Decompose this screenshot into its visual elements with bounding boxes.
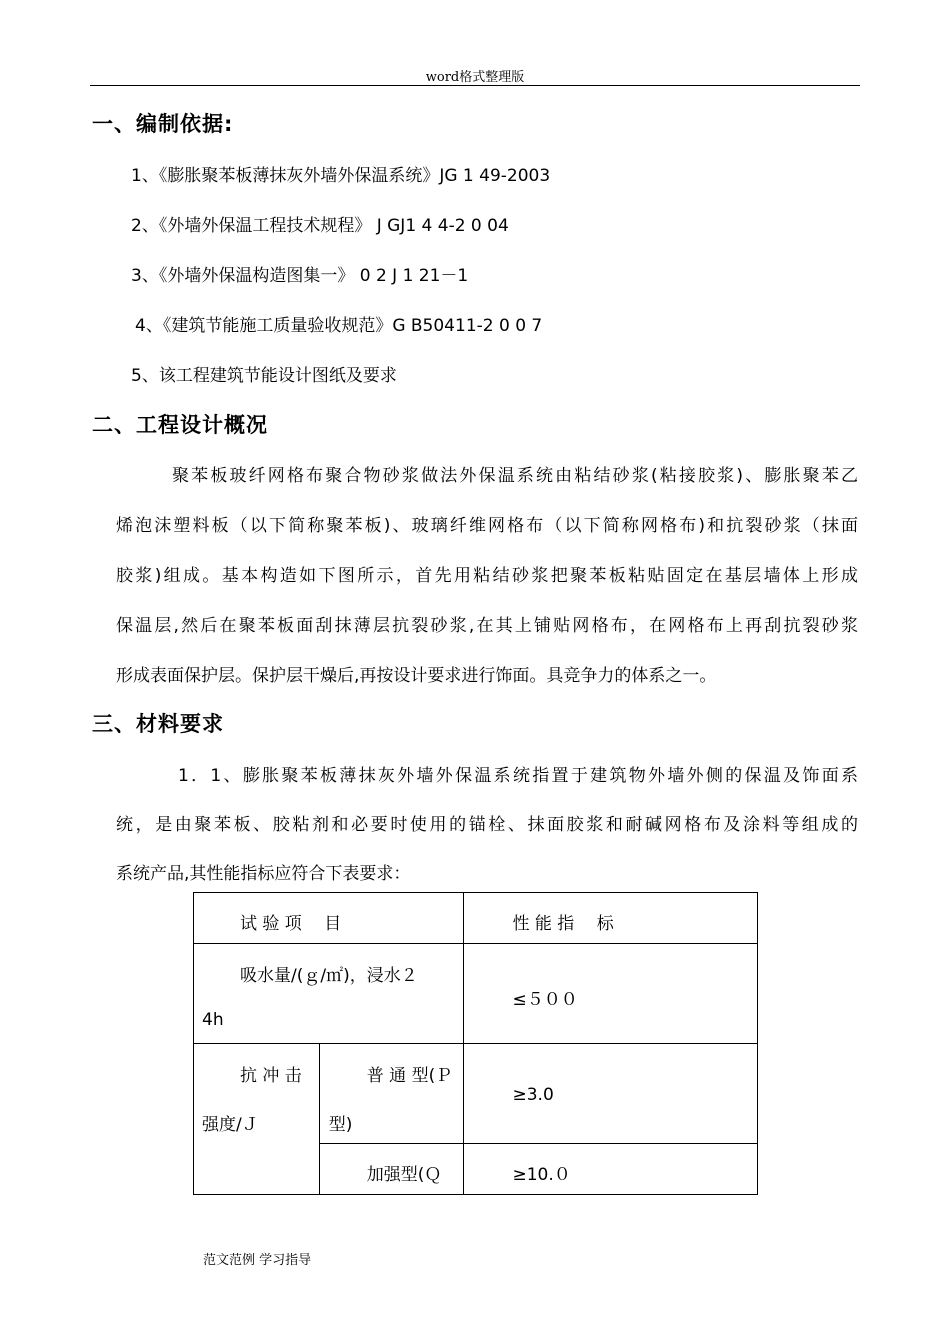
- header-item-label: 试 验 项 目: [240, 914, 342, 934]
- impact-strength-line-1: 抗 冲 击: [240, 1066, 302, 1086]
- reference-item-1: 1、《膨胀聚苯板薄抹灰外墙外保温系统》JG 1 49-2003: [131, 166, 551, 186]
- material-line-1: 1．1、膨胀聚苯板薄抹灰外墙外保温系统指置于建筑物外墙外侧的保温及饰面系: [178, 766, 858, 786]
- ordinary-type-line-2: 型): [328, 1115, 353, 1135]
- header-performance-label: 性 能 指 标: [512, 914, 614, 934]
- reference-item-2: 2、《外墙外保温工程技术规程》 J GJ1 4 4-2 0 04: [131, 216, 509, 236]
- reinforced-type-value: ≥10.０: [512, 1165, 571, 1185]
- material-line-3: 系统产品,其性能指标应符合下表要求：: [116, 864, 411, 884]
- header-divider: [90, 85, 860, 86]
- table-row: [194, 944, 758, 1044]
- material-line-2: 统，是由聚苯板、胶粘剂和必要时使用的锚栓、抹面胶浆和耐碱网格布及涂料等组成的: [116, 815, 858, 835]
- overview-line-5: 形成表面保护层。保护层干燥后,再按设计要求进行饰面。具竞争力的体系之一。: [116, 666, 717, 686]
- header-cell-performance: [463, 893, 758, 944]
- reinforced-type-value-cell: [463, 1144, 758, 1195]
- ordinary-type-cell: [319, 1044, 463, 1144]
- reinforced-type-label: 加强型(Ｑ: [366, 1165, 442, 1185]
- impact-strength-line-2: 强度/Ｊ: [202, 1115, 259, 1135]
- section2-heading: 二、工程设计概况: [92, 413, 268, 437]
- impact-strength-group-cell: [194, 1044, 320, 1195]
- page-footer-text: 范文范例 学习指导: [203, 1253, 312, 1268]
- overview-line-3: 胶浆)组成。基本构造如下图所示，首先用粘结砂浆把聚苯板粘贴固定在基层墙体上形成: [116, 566, 858, 586]
- reference-item-5: 5、该工程建筑节能设计图纸及要求: [131, 366, 397, 386]
- reference-item-4: 4、《建筑节能施工质量验收规范》G B50411-2 0 0 7: [135, 316, 543, 336]
- water-absorption-value-cell: [463, 944, 758, 1044]
- water-absorption-value: ≤５００: [512, 990, 578, 1010]
- reference-item-3: 3、《外墙外保温构造图集一》 0 2 J 1 21－1: [131, 266, 469, 286]
- table-row: [194, 1044, 758, 1144]
- section1-heading: 一、编制依据:: [92, 112, 234, 136]
- ordinary-type-line-1: 普 通 型(Ｐ: [366, 1066, 453, 1086]
- reinforced-type-cell: [319, 1144, 463, 1195]
- overview-line-1: 聚苯板玻纤网格布聚合物砂浆做法外保温系统由粘结砂浆(粘接胶浆)、膨胀聚苯乙: [172, 466, 858, 486]
- overview-line-4: 保温层,然后在聚苯板面刮抹薄层抗裂砂浆,在其上铺贴网格布，在网格布上再刮抗裂砂浆: [116, 616, 858, 636]
- water-absorption-item-cell: [194, 944, 464, 1044]
- table-header-row: [194, 893, 758, 944]
- header-cell-item: [194, 893, 464, 944]
- water-absorption-item-line-1: 吸水量/(ｇ/㎡)，浸水２: [240, 966, 418, 986]
- ordinary-type-value-cell: [463, 1044, 758, 1144]
- water-absorption-item-line-2: 4h: [202, 1010, 224, 1030]
- performance-table: [193, 892, 758, 1195]
- page-header-text: word格式整理版: [425, 70, 525, 85]
- overview-line-2: 烯泡沫塑料板（以下简称聚苯板)、玻璃纤维网格布（以下简称网格布)和抗裂砂浆（抹面: [116, 516, 858, 536]
- ordinary-type-value: ≥3.0: [512, 1085, 554, 1105]
- section3-heading: 三、材料要求: [92, 712, 224, 736]
